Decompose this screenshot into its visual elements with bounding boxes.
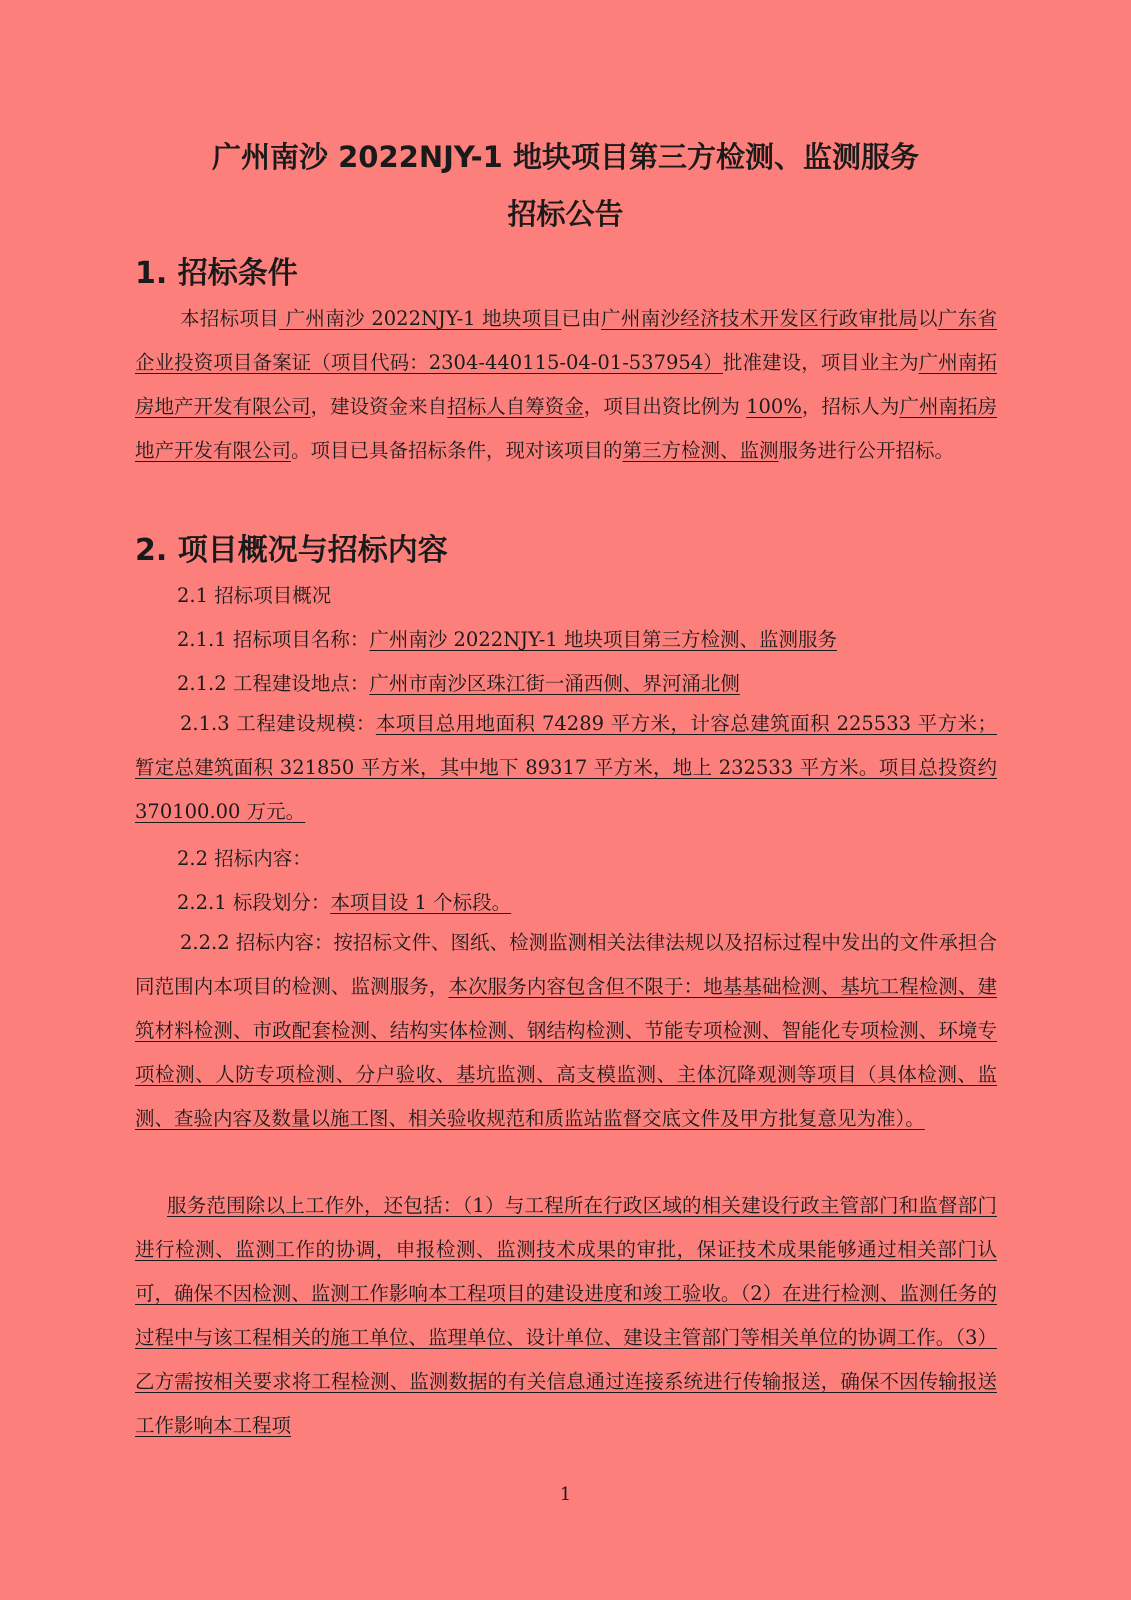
item-2-1-3-label: 2.1.3 工程建设规模： <box>180 712 376 735</box>
section-1-run: 100% <box>746 395 802 418</box>
section-1-run: 广州南沙经济技术开发区行政审批局 <box>601 307 919 330</box>
section-2-heading: 2. 项目概况与招标内容 <box>135 533 448 568</box>
section-1-run: 服务进行公开招标。 <box>778 439 955 462</box>
section-1-heading: 1. 招标条件 <box>135 256 298 291</box>
section-1-run: 本招标项目 <box>180 307 280 330</box>
item-2-2-1-label: 2.2.1 标段划分： <box>177 891 331 914</box>
item-2-1-1 <box>177 624 837 652</box>
section-1-run: 广州南拓房地产开发有限公司 <box>135 395 997 462</box>
section-1-run: 招标人自筹资金 <box>447 395 584 418</box>
item-2-1-3-value: 本项目总用地面积 74289 平方米，计容总建筑面积 225533 平方米；暂定总建筑面积 321850 平方米，其中地下 89317 平方米，地上 232533 平方米。项目总投资约 370100.00 万元。 <box>135 712 997 823</box>
item-2-1-1-label: 2.1.1 招标项目名称： <box>177 628 370 651</box>
item-2-2-2-label: 2.2.2 招标内容：按招标文件、图纸、检测监测相关法律法规以及招标过程中发出的文件承担合同范围内本项目的检测、监测服务， <box>135 931 997 998</box>
item-2-1-3 <box>135 702 997 834</box>
section-1-run: 批准建设，项目业主为 <box>722 351 919 374</box>
section-2-2-heading: 2.2 招标内容： <box>177 847 312 870</box>
section-1-run: 已由 <box>561 307 601 330</box>
section-2-1-heading: 2.1 招标项目概况 <box>177 584 332 607</box>
item-2-1-2-label: 2.1.2 工程建设地点： <box>177 672 370 695</box>
section-1-run: 第三方检测、监测 <box>622 439 779 462</box>
item-2-2-1-value: 本项目设 1 个标段。 <box>330 891 512 914</box>
section-1-run: ，建设资金来自 <box>310 395 448 418</box>
section-1-run: ，项目出资比例为 <box>583 395 747 418</box>
page-number: 1 <box>559 1484 572 1505</box>
service-scope <box>135 1184 997 1448</box>
item-2-1-1-value: 广州南沙 2022NJY-1 地块项目第三方检测、监测服务 <box>369 628 837 651</box>
item-2-2-1 <box>177 887 511 915</box>
document-subtitle: 招标公告 <box>507 197 624 231</box>
service-scope-text: 服务范围除以上工作外，还包括：（1）与工程所在行政区域的相关建设行政主管部门和监督部门进行检测、监测工作的协调，申报检测、监测技术成果的审批，保证技术成果能够通过相关部门认可，确保不因检测、监测工作影响本工程项目的建设进度和竣工验收。（2）在进行检测、监测任务的过程中与该工程相关的施工单位、监理单位、设计单位、建设主管部门等相关单位的协调工作。（3）乙方需按相关要求将工程检测、监测数据的有关信息通过连接系统进行传输报送，确保不因传输报送工作影响本工程项 <box>135 1194 997 1437</box>
section-1-run: 。项目已具备招标条件，现对该项目的 <box>291 439 623 462</box>
section-1-paragraph <box>135 297 997 473</box>
section-1-run: 广东省企业投资项目备案证（项目代码：2304-440115-04-01-537954） <box>135 307 997 374</box>
section-1-run: 以 <box>918 307 938 330</box>
section-1-body <box>135 297 997 473</box>
section-1-run: 广州南沙 2022NJY-1 地块项目 <box>279 307 562 330</box>
section-1-run: 广州南拓房地产开发有限公司 <box>135 351 997 418</box>
item-2-1-2 <box>177 668 740 696</box>
item-2-2-2 <box>135 921 997 1141</box>
item-2-1-2-value: 广州市南沙区珠江街一涌西侧、界河涌北侧 <box>369 672 740 695</box>
item-2-2-2-value: 本次服务内容包含但不限于：地基基础检测、基坑工程检测、建筑材料检测、市政配套检测、结构实体检测、钢结构检测、节能专项检测、智能化专项检测、环境专项检测、人防专项检测、分户验收、基坑监测、高支模监测、主体沉降观测等项目（具体检测、监测、查验内容及数量以施工图、相关验收规范和质监站监督交底文件及甲方批复意见为准）。 <box>135 975 997 1130</box>
section-1-run: ，招标人为 <box>801 395 900 418</box>
document-title: 广州南沙 2022NJY-1 地块项目第三方检测、监测服务 <box>212 140 919 174</box>
